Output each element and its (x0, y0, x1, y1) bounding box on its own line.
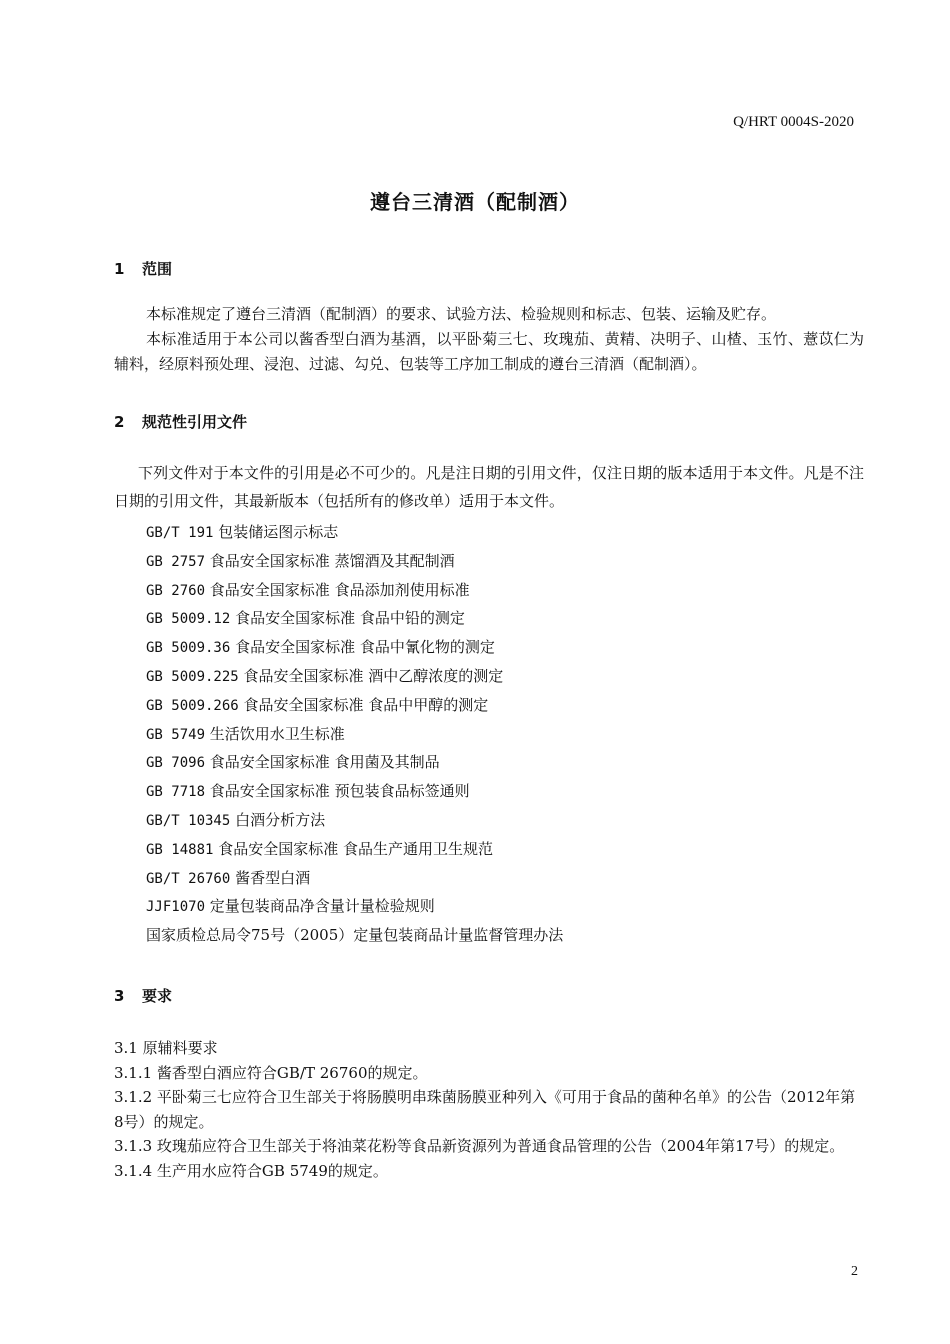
section-heading-normative (114, 411, 247, 432)
requirement-line: 3.1 原辅料要求 (114, 1039, 218, 1057)
reference-item (146, 777, 563, 806)
reference-code: GB 5009.36 (146, 640, 231, 657)
document-title: 遵台三清酒（配制酒） (370, 190, 580, 214)
section-number: 2 (114, 413, 125, 431)
reference-title: 食品安全国家标准 食品中甲醇的测定 (243, 695, 489, 714)
requirements-block (114, 1036, 864, 1183)
reference-code: GB/T 10345 (146, 812, 231, 829)
reference-title: 包装储运图示标志 (218, 523, 339, 541)
reference-code: GB 7096 (146, 755, 206, 772)
section-title: 范围 (142, 260, 173, 278)
reference-item (146, 576, 563, 605)
reference-title: 食品安全国家标准 食品添加剂使用标准 (209, 580, 470, 599)
reference-item (146, 604, 563, 633)
reference-code: GB 14881 (146, 841, 214, 858)
scope-paragraph-1: 本标准规定了遵台三清酒（配制酒）的要求、试验方法、检验规则和标志、包装、运输及贮存。 (146, 305, 777, 323)
reference-item (146, 662, 563, 691)
requirement-line: 3.1.1 酱香型白酒应符合GB/T 26760的规定。 (114, 1063, 428, 1082)
reference-code: GB 5009.225 (146, 668, 239, 685)
requirement-line: 3.1.3 玫瑰茄应符合卫生部关于将油菜花粉等食品新资源列为普通食品管理的公告（2004年第17号）的规定。 (114, 1137, 845, 1155)
reference-item (146, 547, 563, 576)
reference-item (146, 864, 563, 893)
reference-code: GB/T 26760 (146, 870, 231, 887)
reference-title: 国家质检总局令75号（2005）定量包装商品计量监督管理办法 (146, 926, 564, 945)
reference-title: 定量包装商品净含量计量检验规则 (209, 897, 435, 916)
reference-code: GB 2757 (146, 553, 206, 570)
normative-intro: 下列文件对于本文件的引用是必不可少的。凡是注日期的引用文件，仅注日期的版本适用于本文件。凡是不注日期的引用文件，其最新版本（包括所有的修改单）适用于本文件。 (114, 464, 864, 510)
reference-item (146, 835, 563, 864)
reference-item (146, 892, 563, 921)
reference-code: GB 5009.266 (146, 697, 239, 714)
reference-item (146, 633, 563, 662)
reference-title: 食品安全国家标准 食品生产通用卫生规范 (218, 839, 493, 858)
reference-title: 食品安全国家标准 食品中铅的测定 (235, 609, 465, 628)
reference-code: GB 5009.12 (146, 611, 231, 628)
reference-title: 食品安全国家标准 预包装食品标签通则 (209, 782, 470, 801)
reference-title: 生活饮用水卫生标准 (209, 724, 345, 743)
reference-code: GB 5749 (146, 726, 206, 743)
reference-title: 食品安全国家标准 食用菌及其制品 (209, 753, 440, 772)
reference-code: GB/T 191 (146, 525, 214, 541)
section-number: 1 (114, 260, 125, 278)
requirement-line: 3.1.2 平卧菊三七应符合卫生部关于将肠膜明串珠菌肠膜亚种列入《可用于食品的菌种名单》的公告（2012年第8号）的规定。 (114, 1088, 856, 1131)
reference-item (146, 921, 563, 950)
reference-item (146, 691, 563, 720)
reference-code: GB 2760 (146, 582, 206, 599)
reference-title: 食品安全国家标准 蒸馏酒及其配制酒 (209, 551, 455, 570)
section-title: 规范性引用文件 (142, 413, 248, 431)
page-number: 2 (851, 1264, 858, 1279)
reference-item (146, 806, 563, 835)
reference-code: GB 7718 (146, 784, 206, 801)
section-heading-scope (114, 258, 172, 279)
reference-title: 食品安全国家标准 酒中乙醇浓度的测定 (243, 666, 504, 685)
reference-code: JJF1070 (146, 899, 206, 916)
reference-item (146, 748, 563, 777)
reference-list (146, 518, 563, 950)
section-title: 要求 (142, 987, 173, 1005)
section-number: 3 (114, 987, 125, 1005)
reference-title: 食品安全国家标准 食品中氰化物的测定 (235, 638, 495, 657)
reference-item (146, 518, 563, 547)
scope-paragraph-2: 本标准适用于本公司以酱香型白酒为基酒，以平卧菊三七、玫瑰茄、黄精、决明子、山楂、玉竹、薏苡仁为辅料，经原料预处理、浸泡、过滤、勾兑、包装等工序加工制成的遵台三清酒（配制酒）。 (114, 330, 864, 373)
requirement-line: 3.1.4 生产用水应符合GB 5749的规定。 (114, 1161, 388, 1180)
standard-code: Q/HRT 0004S-2020 (733, 114, 854, 130)
reference-title: 白酒分析方法 (235, 810, 326, 829)
section-heading-requirements (114, 985, 172, 1006)
reference-title: 酱香型白酒 (235, 868, 311, 887)
reference-item (146, 720, 563, 749)
